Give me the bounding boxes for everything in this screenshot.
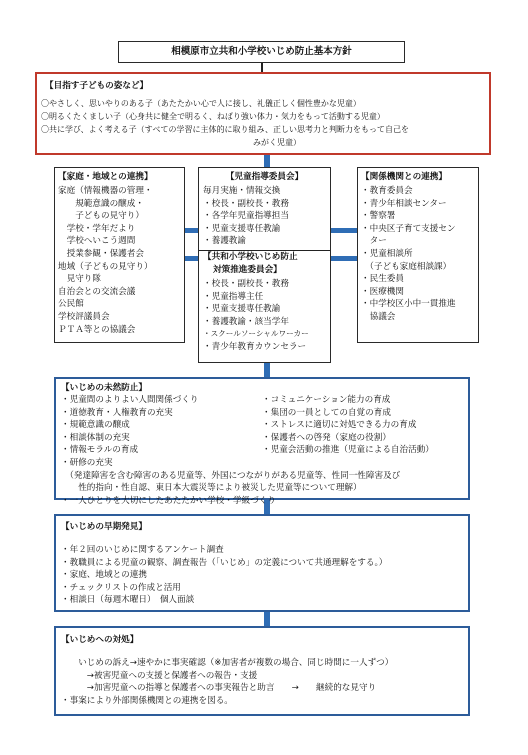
- list-item: ・相談日（毎週木曜日） 個人面談: [61, 595, 195, 606]
- early-detection-heading: 【いじめの早期発見】: [61, 522, 147, 532]
- home-community-list: [58, 185, 153, 336]
- committee-box: [198, 167, 331, 363]
- prevention-box: [54, 377, 470, 506]
- connector-left-center-2: [185, 256, 198, 261]
- list-item: ・教職員による児童の観察、調査報告（「いじめ」の定義について共通理解をする。）: [61, 557, 388, 568]
- list-item: 地域（子どもの見守り）: [58, 261, 153, 272]
- list-item: ・道徳教育・人権教育の充実: [61, 407, 173, 418]
- list-item: ・児童相談所: [361, 248, 413, 259]
- list-item: →被害児童への支援と保護者への報告・支援: [61, 670, 258, 681]
- list-item: ・児童支援専任教諭: [203, 223, 281, 234]
- list-item: ・コミュニケーション能力の育成: [262, 395, 391, 405]
- prevention-list-left: [61, 394, 199, 457]
- list-item: ・校長・副校長・教務: [203, 279, 289, 289]
- committee-heading: 【児童指導委員会】: [225, 172, 304, 182]
- response-heading: 【いじめへの対処】: [61, 635, 139, 645]
- list-item: ・児童会活動の推進（児童による自治活動）: [262, 445, 434, 456]
- agencies-heading: 【関係機関との連携】: [361, 172, 447, 182]
- list-item: ・民生委員: [361, 274, 404, 285]
- list-item: ・研修の充実: [61, 458, 113, 468]
- connector-right-center-2: [331, 256, 357, 261]
- early-detection-list: [61, 544, 387, 607]
- connector-title-goals: [261, 63, 263, 72]
- list-item: ・青少年相談センター: [361, 198, 447, 209]
- list-item: 自治会との交流会議: [58, 286, 136, 297]
- list-item: 公民館: [58, 299, 84, 310]
- list-item: ・児童間のよりよい人間関係づくり: [61, 395, 199, 405]
- list-item: ・家庭、地域との連携: [61, 570, 147, 581]
- list-item: ・養護教諭: [203, 236, 246, 247]
- goals-line-4: みがく児童）: [253, 138, 301, 147]
- list-item: ・養護教諭・該当学年: [203, 316, 289, 327]
- home-community-heading: 【家庭・地域との連携】: [58, 172, 153, 182]
- home-community-box: [54, 167, 185, 343]
- list-item: 協議会: [361, 311, 396, 322]
- list-item: 学校へいこう週間: [58, 236, 136, 247]
- connector-center-prevention: [264, 363, 270, 377]
- list-item: いじめの訴え→速やかに事実確認（※加害者が複数の場合、同じ時間に一人ずつ）: [61, 658, 394, 668]
- goals-box: [35, 72, 491, 155]
- connector-goals-center: [264, 155, 270, 167]
- response-box: [54, 626, 470, 716]
- connector-left-center: [185, 228, 198, 233]
- agencies-box: [357, 167, 479, 343]
- prevention-committee-list: [203, 278, 309, 354]
- list-item: ・児童支援専任教諭: [203, 304, 281, 315]
- list-item: ・中学校区小中一貫推進: [361, 299, 456, 310]
- agencies-list: [361, 185, 456, 324]
- list-item: 子どもの見守り）: [58, 211, 144, 222]
- list-item: ・医療機関: [361, 286, 404, 297]
- list-item: 毎月実施・情報交換: [203, 186, 281, 196]
- list-item: 性的指向・性自認、東日本大震災等により被災した児童等について理解）: [61, 483, 362, 494]
- list-item: 見守り隊: [58, 274, 101, 285]
- list-item: ・青少年教育カウンセラー: [203, 341, 307, 352]
- list-item: ・警察署: [361, 211, 396, 222]
- connector-right-center: [331, 228, 357, 233]
- prevention-training: [61, 457, 400, 507]
- list-item: ・児童指導主任: [203, 291, 264, 302]
- goals-line-2: 〇明るくたくましい子（心身共に健全で明るく、ねばり強い体力・気力をもって活動する児童）: [41, 112, 385, 121]
- title-box: [118, 41, 405, 63]
- list-item: 学校評議員会: [58, 311, 110, 322]
- list-item: 学校・学年だより: [58, 223, 136, 234]
- list-item: ・スクールソーシャルワーカー: [203, 329, 309, 339]
- list-item: ・規範意識の醸成: [61, 420, 130, 431]
- list-item: 規範意識の醸成・: [58, 198, 144, 209]
- list-item: 家庭（情報機器の管理・: [58, 186, 153, 196]
- connector-early-response: [264, 612, 270, 626]
- list-item: ・校長・副校長・教務: [203, 198, 289, 209]
- list-item: ・チェックリストの作成と活用: [61, 582, 181, 593]
- list-item: →加害児童への指導と保護者への事実報告と助言 → 継続的な見守り: [61, 683, 377, 694]
- list-item: （子ども家庭相談課）: [361, 261, 452, 272]
- list-item: 授業参観・保護者会: [58, 248, 144, 259]
- prevention-committee-heading-1: 【共和小学校いじめ防止: [203, 252, 298, 262]
- page-title: 相模原市立共和小学校いじめ防止基本方針: [171, 46, 352, 57]
- list-item: ・年２回のいじめに関するアンケート調査: [61, 545, 224, 555]
- list-item: ・事案により外部関係機関との連携を図る。: [61, 695, 233, 706]
- list-item: ・中央区子育て支援セン: [361, 223, 456, 234]
- list-item: ・各学年児童指導担当: [203, 211, 289, 222]
- goals-line-3: 〇共に学び、よく考える子（すべての学習に主体的に取り組み、正しい思考力と判断力をもって自己を: [41, 125, 409, 134]
- response-list: [61, 657, 393, 707]
- list-item: ・集団の一員としての自覚の育成: [262, 407, 391, 418]
- goals-heading: 【目指す子どもの姿など】: [45, 81, 149, 91]
- list-item: ター: [361, 236, 387, 247]
- prevention-heading: 【いじめの未然防止】: [61, 383, 147, 393]
- list-item: ・一人ひとりを大切にしたあたたかい学校・学級づくり: [61, 495, 276, 506]
- list-item: ・ストレスに適切に対処できる力の育成: [262, 420, 417, 431]
- list-item: ・教育委員会: [361, 186, 413, 196]
- list-item: ・保護者への啓発（家庭の役割）: [262, 432, 391, 443]
- prevention-list-right: [262, 394, 434, 457]
- list-item: ＰＴＡ等との協議会: [58, 324, 136, 335]
- early-detection-box: [54, 514, 470, 612]
- list-item: ・情報モラルの育成: [61, 445, 139, 456]
- list-item: （発達障害を含む障害のある児童等、外国につながりがある児童等、性同一性障害及び: [61, 470, 401, 481]
- list-item: ・相談体制の充実: [61, 432, 130, 443]
- goals-line-1: 〇やさしく、思いやりのある子（あたたかい心で人に接し、礼儀正しく個性豊かな児童）: [41, 99, 361, 108]
- committee-list: [203, 185, 289, 248]
- prevention-committee-heading-2: 対策推進委員会】: [213, 265, 282, 275]
